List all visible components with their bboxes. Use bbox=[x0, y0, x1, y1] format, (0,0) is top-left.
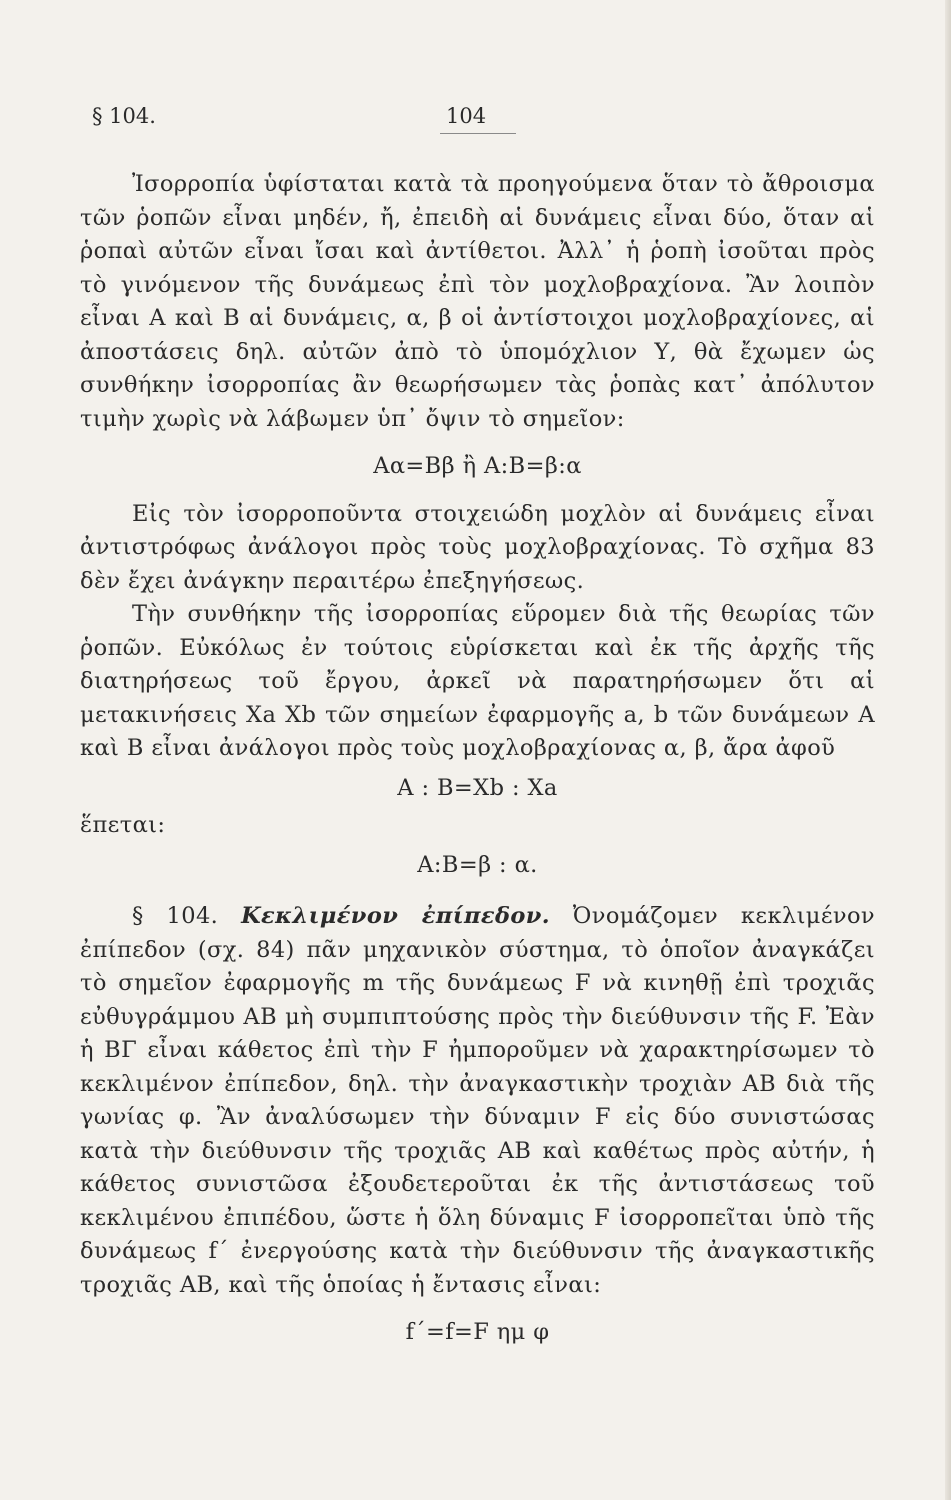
paragraph-equilibrium: Ἰσορροπία ὑφίσταται κατὰ τὰ προηγούμενα ὅταν τὸ ἄθροισμα τῶν ῥοπῶν εἶναι μηδέν, ἤ, ἐπειδὴ αἱ δυνάμεις εἶναι δύο, ὅταν αἱ ῥοπαὶ αὐτῶν εἶναι ἴσαι καὶ ἀντίθετοι. Ἀλλ᾽ ἡ ῥοπὴ ἰσοῦται πρὸς τὸ γινόμενον τῆς δυνάμεως ἐπὶ τὸν μοχλοβραχίονα. Ἂν λοιπὸν εἶναι Α καὶ Β αἱ δυνάμεις, α, β οἱ ἀντίστοιχοι μοχλοβραχίονες, αἱ ἀποστάσεις δηλ. αὐτῶν ἀπὸ τὸ ὑπομόχλιον Υ, θὰ ἔχωμεν ὡς συνθήκην ἰσορροπίας ἂν θεωρήσωμεν τὰς ῥοπὰς κατ᾽ ἀπόλυτον τιμὴν χωρὶς νὰ λάβωμεν ὑπ᾽ ὄψιν τὸ σημεῖον: bbox=[80, 171, 875, 432]
section-text: Ὀνομάζομεν κεκλιμένον ἐπίπεδον (σχ. 84) πᾶν μηχανικὸν σύστημα, τὸ ὁποῖον ἀναγκάζει τὸ σημεῖον ἐφαρμογῆς m τῆς δυνάμεως F νὰ κινηθῇ ἐπὶ τροχιᾶς εὐθυγράμμου ΑΒ μὴ συμπιπτούσης πρὸς τὴν διεύθυνσιν τῆς F. Ἐὰν ἡ ΒΓ εἶναι κάθετος ἐπὶ τὴν F ἠμποροῦμεν νὰ χαρακτηρίσωμεν τὸ κεκλιμένον ἐπίπεδον, δηλ. τὴν ἀναγκαστικὴν τροχιὰν ΑΒ διὰ τῆς γωνίας φ. Ἂν ἀναλύσωμεν τὴν δύναμιν F εἰς δύο συνιστώσας κατὰ τὴν διεύθυνσιν τῆς τροχιᾶς ΑΒ καὶ καθέτως πρὸς αὐτήν, ἡ κάθετος συνιστῶσα ἐξουδετεροῦται ἐκ τῆς ἀντιστάσεως τοῦ κεκλιμένου ἐπιπέδου, ὥστε ἡ ὅλη δύναμις F ἰσορροπεῖται ὑπὸ τῆς δυνάμεως f΄ ἐνεργούσης κατὰ τὴν διεύθυνσιν τῆς ἀναγκαστικῆς τροχιᾶς ΑΒ, καὶ τῆς ὁποίας ἡ ἔντασις εἶναι: bbox=[80, 903, 875, 1298]
paragraph-follows: ἕπεται: bbox=[80, 812, 166, 838]
header-rule bbox=[440, 133, 516, 134]
equation-displacements: Α : Β=Xb : Xa bbox=[397, 774, 558, 801]
page-number: 104 bbox=[446, 104, 487, 128]
running-header-section: § 104. bbox=[92, 104, 156, 128]
equation-inclined-force: f΄=f=F ημ φ bbox=[405, 1319, 550, 1345]
section-number: § 104. bbox=[132, 903, 219, 929]
paragraph-work-conservation: Τὴν συνθήκην τῆς ἰσορροπίας εὕρομεν διὰ τῆς θεωρίας τῶν ῥοπῶν. Εὐκόλως ἐν τούτοις εὑρίσκεται καὶ ἐκ τῆς ἀρχῆς τῆς διατηρήσεως τοῦ ἔργου, ἀρκεῖ νὰ παρατηρήσωμεν ὅτι αἱ μετακινήσεις Xa Xb τῶν σημείων ἐφαρμογῆς a, b τῶν δυνάμεων Α καὶ Β εἶναι ἀνάλογοι πρὸς τοὺς μοχλοβραχίονας α, β, ἄρα ἀφοῦ bbox=[80, 601, 875, 761]
equation-ratio: Α:Β=β : α. bbox=[417, 851, 538, 878]
page-edge bbox=[945, 0, 951, 1500]
paragraph-inclined-plane bbox=[80, 900, 875, 1302]
equation-moments: Αα=Ββ ἢ Α:Β=β:α bbox=[373, 453, 582, 479]
paragraph-lever-ratio: Εἰς τὸν ἰσορροποῦντα στοιχειώδη μοχλὸν αἱ δυνάμεις εἶναι ἀντιστρόφως ἀνάλογοι πρὸς τοὺς μοχλοβραχίονας. Τὸ σχῆμα 83 δὲν ἔχει ἀνάγκην περαιτέρω ἐπεξηγήσεως. bbox=[80, 500, 875, 594]
page-body bbox=[80, 168, 875, 1364]
section-title: Κεκλιμένον ἐπίπεδον. bbox=[241, 903, 551, 929]
